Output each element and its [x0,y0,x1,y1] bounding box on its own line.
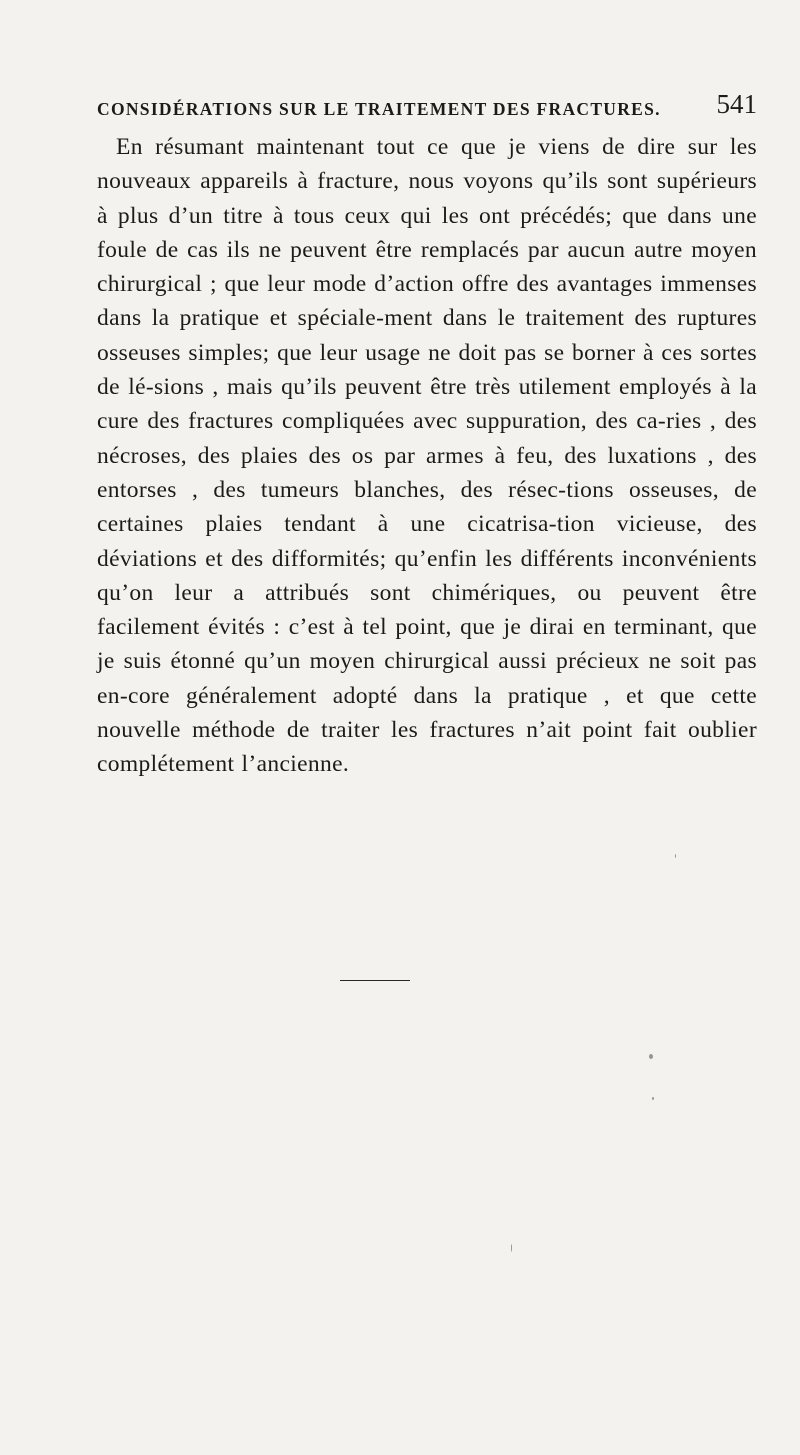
end-rule [340,980,410,981]
page-header [97,84,757,118]
running-head: CONSIDÉRATIONS SUR LE TRAITEMENT DES FRACTURES. [97,98,661,119]
page-number: 541 [716,89,757,119]
paper-speck [675,854,676,858]
body-paragraph [97,130,757,782]
paper-speck [652,1097,654,1100]
paper-speck [649,1054,653,1059]
paper-speck [511,1244,512,1252]
paragraph-text: En résumant maintenant tout ce que je viens de dire sur les nouveaux appareils à fracture, nous voyons qu’ils sont supérieurs à plus d’un titre à tous ceux qui les ont précédés; que dans une foule de cas ils ne peuvent être remplacés par aucun autre moyen chirurgical ; que leur mode d’action offre des avantages immenses dans la pratique et spéciale-ment dans le traitement des ruptures osseuses simples; que leur usage ne doit pas se borner à ces sortes de lé-sions , mais qu’ils peuvent être très utilement employés à la cure des fractures compliquées avec suppuration, des ca-ries , des nécroses, des plaies des os par armes à feu, des luxations , des entorses , des tumeurs blanches, des résec-tions osseuses, de certaines plaies tendant à une cicatrisa-tion vicieuse, des déviations et des difformités; qu’enfin les différents inconvénients qu’on leur a attribués sont chimériques, ou peuvent être facilement évités : c’est à tel point, que je dirai en terminant, que je suis étonné qu’un moyen chirurgical aussi précieux ne soit pas en-core généralement adopté dans la pratique , et que cette nouvelle méthode de traiter les fractures n’ait point fait oublier complétement l’ancienne. [97,134,757,778]
